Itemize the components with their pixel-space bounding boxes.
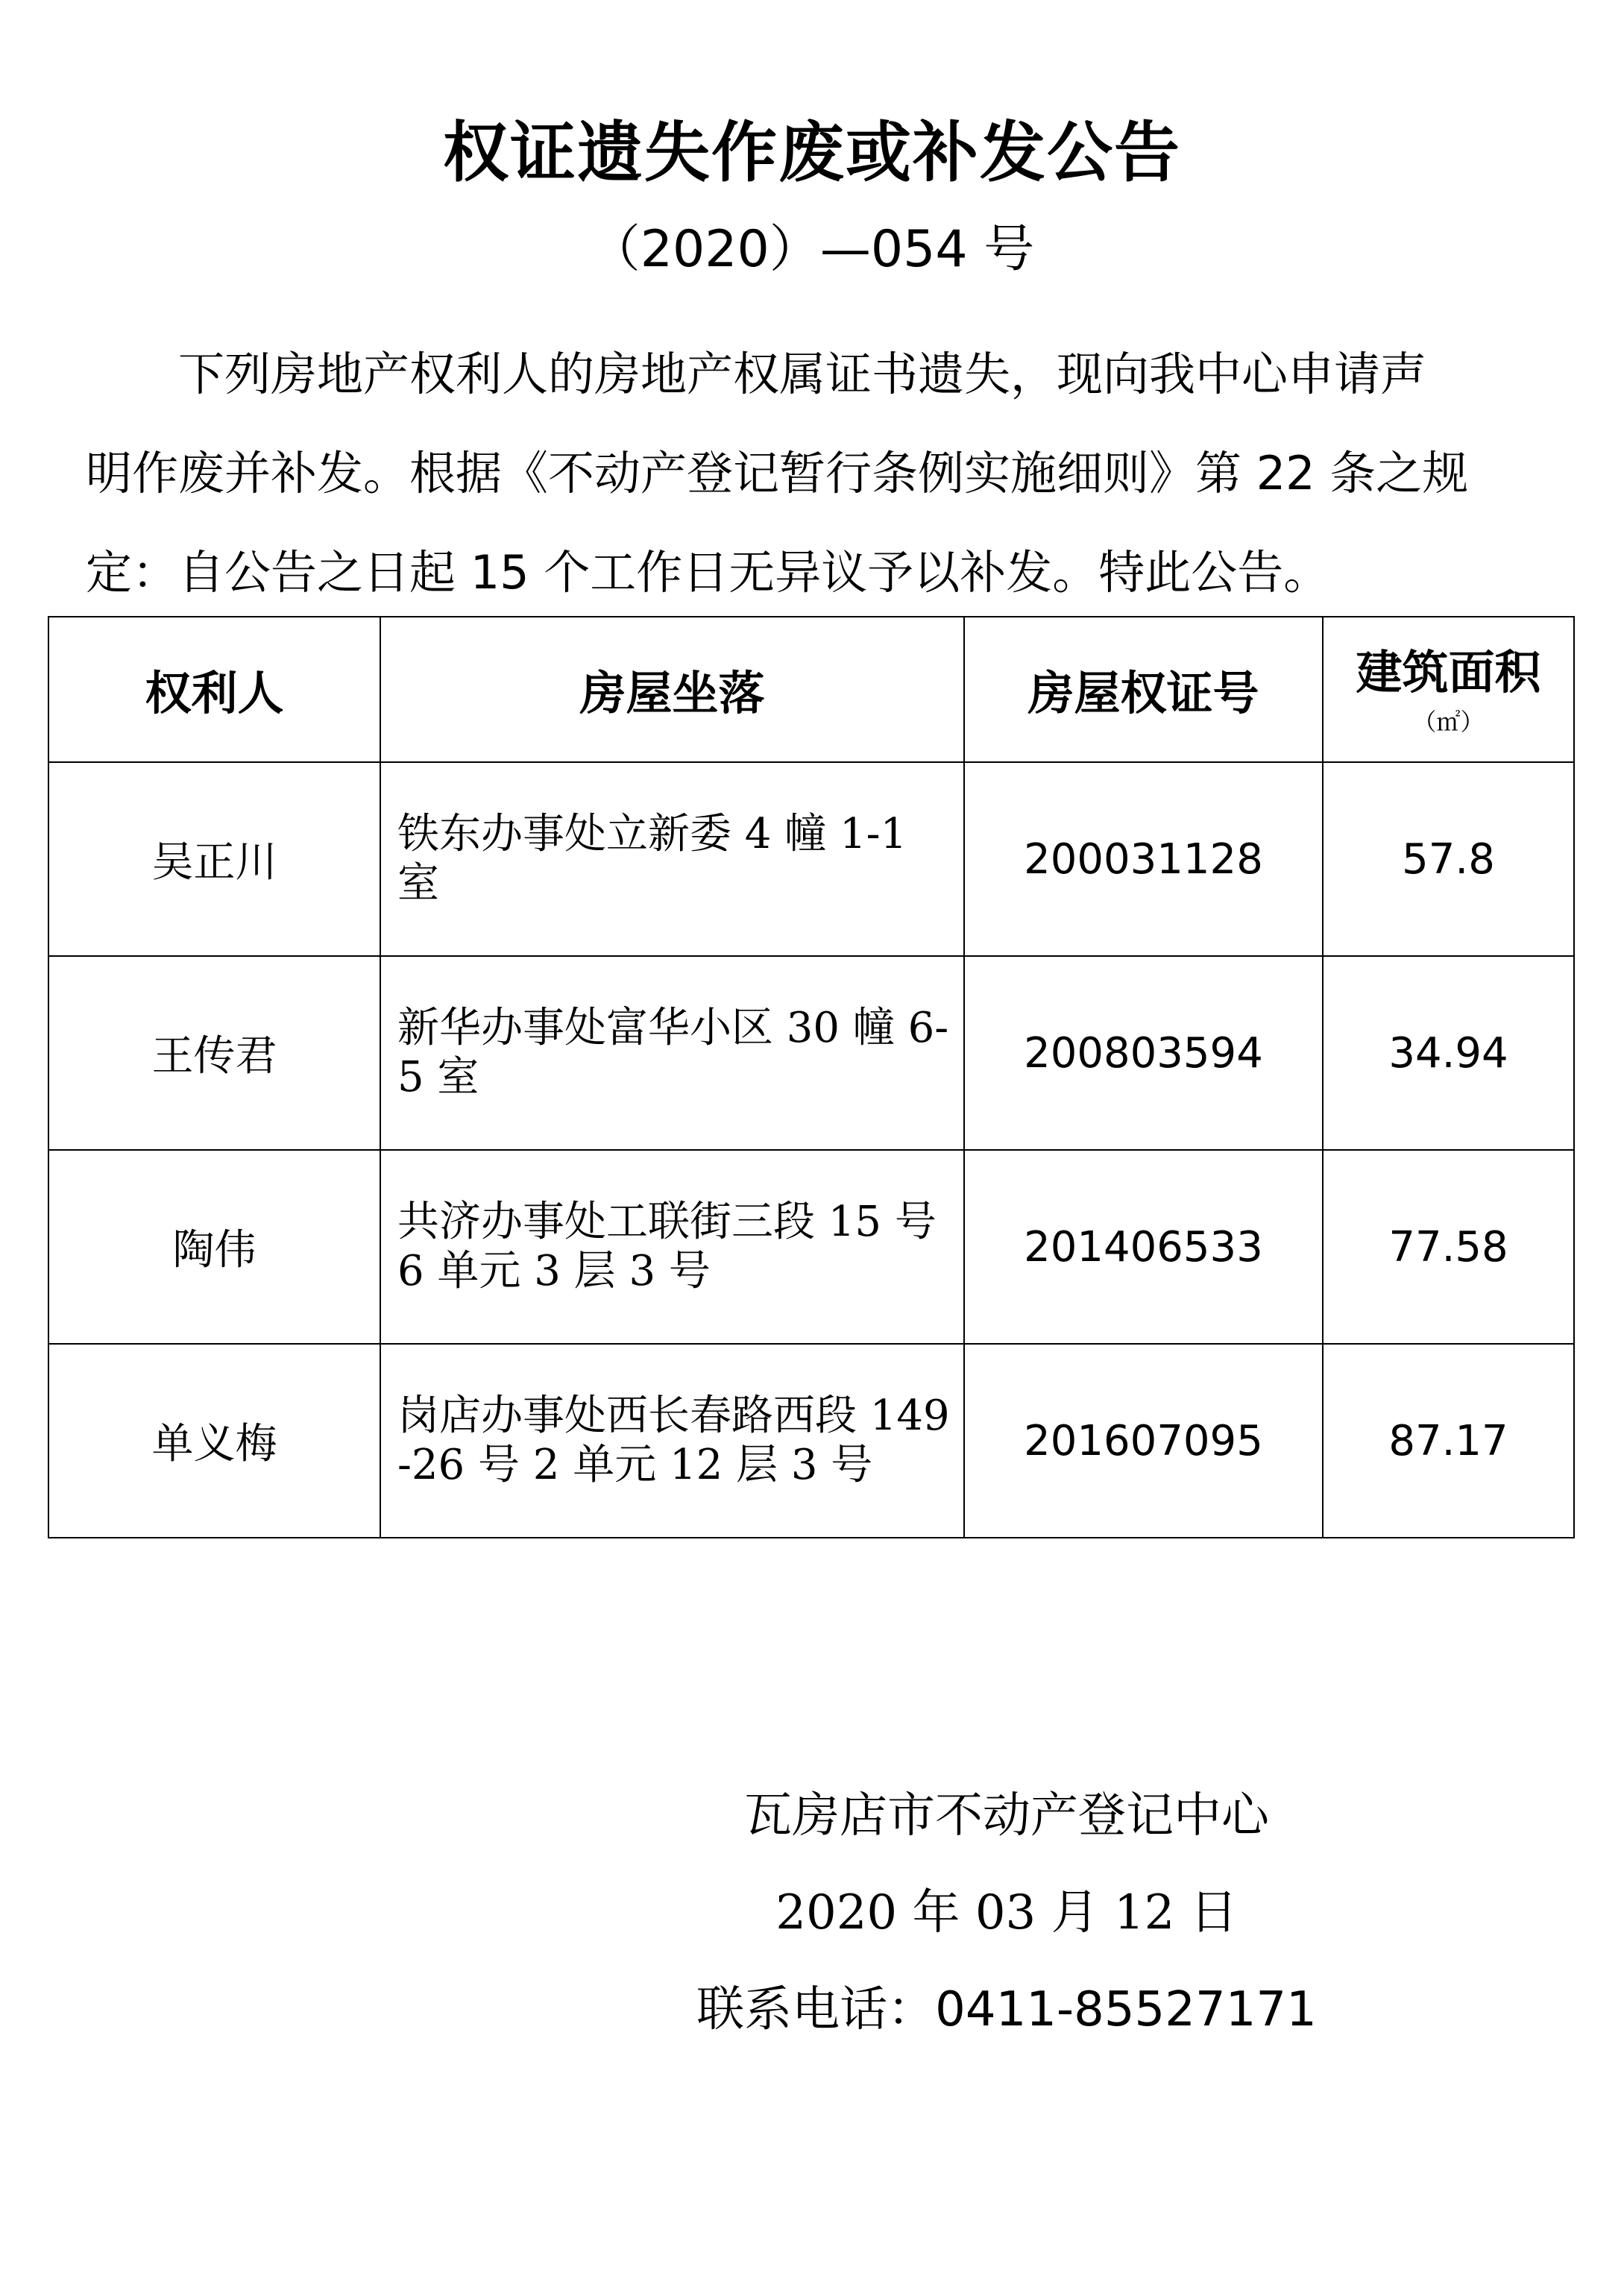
notice-title: 权证遗失作废或补发公告 [442, 114, 1181, 191]
table-row [48, 762, 1574, 956]
intro-line: 定：自公告之日起 15 个工作日无异议予以补发。特此公告。 [86, 545, 1330, 600]
certificate-cell: 200803594 [964, 956, 1323, 1150]
certificate-cell: 200031128 [964, 762, 1323, 956]
header-area-unit: （㎡） [1412, 707, 1485, 736]
header-location: 房屋坐落 [380, 617, 964, 762]
signoff-block [671, 1767, 1342, 2058]
location-cell: 共济办事处工联街三段 15 号 6 单元 3 层 3 号 [380, 1150, 964, 1344]
table-row [48, 1150, 1574, 1344]
notice-intro [86, 324, 1547, 622]
owner-cell: 单义梅 [48, 1344, 380, 1538]
area-cell: 87.17 [1323, 1344, 1574, 1538]
location-cell: 新华办事处富华小区 30 幢 6-5 室 [380, 956, 964, 1150]
location-cell: 岗店办事处西长春路西段 149-26 号 2 单元 12 层 3 号 [380, 1344, 964, 1538]
area-cell: 34.94 [1323, 956, 1574, 1150]
table-header-row [48, 617, 1574, 762]
intro-line: 明作废并补发。根据《不动产登记暂行条例实施细则》第 22 条之规 [86, 446, 1469, 500]
issue-date: 2020 年 03 月 12 日 [775, 1885, 1238, 1940]
area-cell: 77.58 [1323, 1150, 1574, 1344]
owner-cell: 吴正川 [48, 762, 380, 956]
area-cell: 57.8 [1323, 762, 1574, 956]
certificate-cell: 201607095 [964, 1344, 1323, 1538]
intro-line: 下列房地产权利人的房地产权属证书遗失，现向我中心申请声 [178, 347, 1427, 401]
owner-cell: 王传君 [48, 956, 380, 1150]
notice-number: （2020）—054 号 [589, 220, 1035, 279]
location-cell: 铁东办事处立新委 4 幢 1-1 室 [380, 762, 964, 956]
header-area [1323, 617, 1574, 762]
header-certificate: 房屋权证号 [964, 617, 1323, 762]
issuing-organization: 瓦房店市不动产登记中心 [744, 1788, 1269, 1843]
contact-phone: 联系电话：0411-85527171 [696, 1982, 1317, 2037]
lost-certificate-table [48, 616, 1575, 1538]
certificate-cell: 201406533 [964, 1150, 1323, 1344]
table-row [48, 1344, 1574, 1538]
table-row [48, 956, 1574, 1150]
owner-cell: 陶伟 [48, 1150, 380, 1344]
header-owner: 权利人 [48, 617, 380, 762]
header-area-label: 建筑面积 [1356, 644, 1541, 700]
